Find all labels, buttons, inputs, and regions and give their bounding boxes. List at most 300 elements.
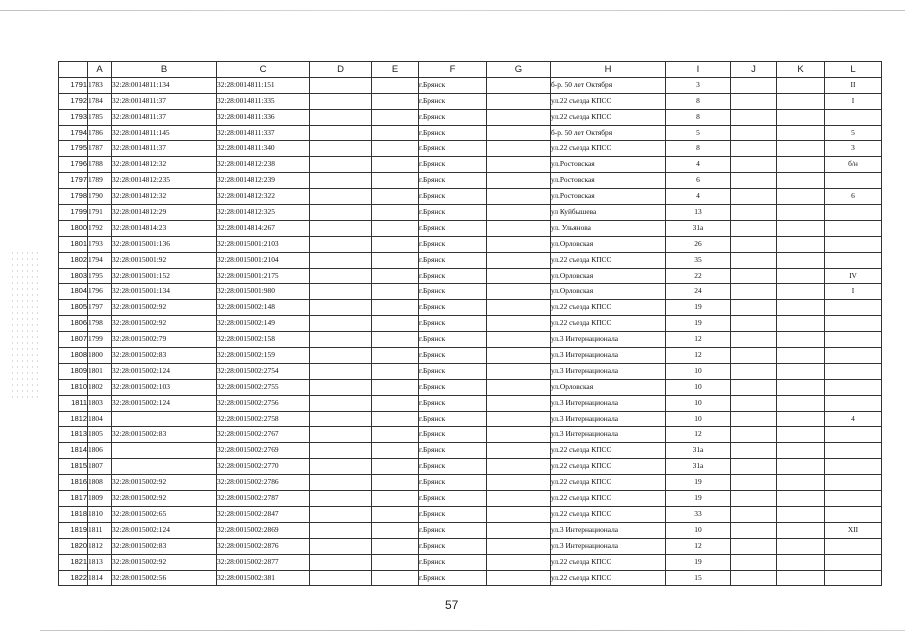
cell-j[interactable] <box>731 475 777 491</box>
row-number[interactable]: 1792 <box>59 93 88 109</box>
cell-b[interactable]: 32:28:0015001:136 <box>112 236 217 252</box>
cell-e[interactable] <box>372 491 419 507</box>
cell-c[interactable]: 32:28:0014811:336 <box>217 109 310 125</box>
cell-g[interactable] <box>487 491 551 507</box>
cell-i[interactable]: 19 <box>666 300 731 316</box>
cell-b[interactable]: 32:28:0014811:145 <box>112 125 217 141</box>
cell-g[interactable] <box>487 93 551 109</box>
cell-d[interactable] <box>310 475 372 491</box>
column-header-e[interactable]: E <box>372 62 419 78</box>
cell-a[interactable]: 1796 <box>88 284 112 300</box>
cell-h[interactable]: ул Куйбышева <box>551 205 666 221</box>
row-number[interactable]: 1816 <box>59 475 88 491</box>
cell-b[interactable]: 32:28:0015002:83 <box>112 427 217 443</box>
cell-g[interactable] <box>487 427 551 443</box>
cell-e[interactable] <box>372 522 419 538</box>
cell-h[interactable]: ул.Ростовская <box>551 173 666 189</box>
cell-a[interactable]: 1807 <box>88 459 112 475</box>
cell-l[interactable] <box>825 475 882 491</box>
cell-g[interactable] <box>487 205 551 221</box>
cell-e[interactable] <box>372 411 419 427</box>
cell-b[interactable]: 32:28:0014811:37 <box>112 93 217 109</box>
cell-b[interactable]: 32:28:0014812:32 <box>112 189 217 205</box>
cell-d[interactable] <box>310 189 372 205</box>
cell-g[interactable] <box>487 284 551 300</box>
cell-h[interactable]: ул.3 Интернационала <box>551 395 666 411</box>
cell-f[interactable]: г.Брянск <box>419 554 487 570</box>
cell-l[interactable] <box>825 363 882 379</box>
cell-i[interactable]: 10 <box>666 379 731 395</box>
cell-f[interactable]: г.Брянск <box>419 77 487 93</box>
cell-j[interactable] <box>731 205 777 221</box>
cell-k[interactable] <box>777 506 825 522</box>
cell-f[interactable]: г.Брянск <box>419 522 487 538</box>
cell-c[interactable]: 32:28:0015002:2755 <box>217 379 310 395</box>
cell-k[interactable] <box>777 141 825 157</box>
cell-e[interactable] <box>372 189 419 205</box>
cell-j[interactable] <box>731 522 777 538</box>
cell-d[interactable] <box>310 284 372 300</box>
cell-e[interactable] <box>372 300 419 316</box>
cell-d[interactable] <box>310 522 372 538</box>
cell-f[interactable]: г.Брянск <box>419 475 487 491</box>
cell-f[interactable]: г.Брянск <box>419 570 487 586</box>
cell-f[interactable]: г.Брянск <box>419 141 487 157</box>
cell-l[interactable]: IV <box>825 268 882 284</box>
cell-f[interactable]: г.Брянск <box>419 189 487 205</box>
cell-j[interactable] <box>731 93 777 109</box>
cell-b[interactable] <box>112 411 217 427</box>
row-number[interactable]: 1814 <box>59 443 88 459</box>
cell-e[interactable] <box>372 538 419 554</box>
cell-f[interactable]: г.Брянск <box>419 506 487 522</box>
cell-c[interactable]: 32:28:0014812:322 <box>217 189 310 205</box>
cell-b[interactable] <box>112 443 217 459</box>
cell-g[interactable] <box>487 268 551 284</box>
cell-a[interactable]: 1791 <box>88 205 112 221</box>
cell-k[interactable] <box>777 332 825 348</box>
cell-i[interactable]: 10 <box>666 395 731 411</box>
cell-e[interactable] <box>372 459 419 475</box>
cell-k[interactable] <box>777 570 825 586</box>
cell-f[interactable]: г.Брянск <box>419 348 487 364</box>
cell-j[interactable] <box>731 252 777 268</box>
cell-d[interactable] <box>310 506 372 522</box>
cell-c[interactable]: 32:28:0015002:2758 <box>217 411 310 427</box>
cell-e[interactable] <box>372 363 419 379</box>
row-number[interactable]: 1793 <box>59 109 88 125</box>
cell-a[interactable]: 1798 <box>88 316 112 332</box>
cell-h[interactable]: ул.3 Интернационала <box>551 348 666 364</box>
column-header-b[interactable]: B <box>112 62 217 78</box>
cell-a[interactable]: 1800 <box>88 348 112 364</box>
cell-k[interactable] <box>777 125 825 141</box>
cell-g[interactable] <box>487 411 551 427</box>
cell-l[interactable] <box>825 459 882 475</box>
cell-e[interactable] <box>372 379 419 395</box>
cell-f[interactable]: г.Брянск <box>419 316 487 332</box>
cell-i[interactable]: 10 <box>666 522 731 538</box>
cell-k[interactable] <box>777 395 825 411</box>
cell-e[interactable] <box>372 554 419 570</box>
cell-k[interactable] <box>777 411 825 427</box>
cell-b[interactable]: 32:28:0015001:152 <box>112 268 217 284</box>
cell-d[interactable] <box>310 427 372 443</box>
cell-c[interactable]: 32:28:0015002:159 <box>217 348 310 364</box>
cell-b[interactable]: 32:28:0015002:92 <box>112 316 217 332</box>
cell-g[interactable] <box>487 506 551 522</box>
cell-b[interactable]: 32:28:0015002:65 <box>112 506 217 522</box>
cell-h[interactable]: ул.22 съезда КПСС <box>551 443 666 459</box>
cell-a[interactable]: 1809 <box>88 491 112 507</box>
cell-d[interactable] <box>310 157 372 173</box>
cell-c[interactable]: 32:28:0015002:2767 <box>217 427 310 443</box>
cell-j[interactable] <box>731 236 777 252</box>
cell-l[interactable] <box>825 300 882 316</box>
cell-l[interactable] <box>825 570 882 586</box>
cell-b[interactable] <box>112 459 217 475</box>
row-number[interactable]: 1808 <box>59 348 88 364</box>
row-number[interactable]: 1794 <box>59 125 88 141</box>
cell-i[interactable]: 12 <box>666 538 731 554</box>
cell-f[interactable]: г.Брянск <box>419 300 487 316</box>
cell-f[interactable]: г.Брянск <box>419 459 487 475</box>
cell-i[interactable]: 10 <box>666 363 731 379</box>
cell-g[interactable] <box>487 77 551 93</box>
cell-c[interactable]: 32:28:0015002:2770 <box>217 459 310 475</box>
cell-c[interactable]: 32:28:0015002:2754 <box>217 363 310 379</box>
cell-l[interactable] <box>825 316 882 332</box>
cell-k[interactable] <box>777 205 825 221</box>
cell-b[interactable]: 32:28:0015002:92 <box>112 554 217 570</box>
row-number[interactable]: 1797 <box>59 173 88 189</box>
cell-l[interactable] <box>825 538 882 554</box>
cell-f[interactable]: г.Брянск <box>419 125 487 141</box>
cell-k[interactable] <box>777 77 825 93</box>
cell-d[interactable] <box>310 570 372 586</box>
cell-c[interactable]: 32:28:0015002:2876 <box>217 538 310 554</box>
column-header-h[interactable]: H <box>551 62 666 78</box>
cell-k[interactable] <box>777 554 825 570</box>
cell-h[interactable]: ул.22 съезда КПСС <box>551 506 666 522</box>
cell-g[interactable] <box>487 332 551 348</box>
cell-e[interactable] <box>372 427 419 443</box>
cell-f[interactable]: г.Брянск <box>419 411 487 427</box>
cell-e[interactable] <box>372 141 419 157</box>
row-number[interactable]: 1801 <box>59 236 88 252</box>
cell-e[interactable] <box>372 284 419 300</box>
cell-j[interactable] <box>731 363 777 379</box>
cell-c[interactable]: 32:28:0015002:2769 <box>217 443 310 459</box>
cell-h[interactable]: ул.3 Интернационала <box>551 363 666 379</box>
cell-i[interactable]: 8 <box>666 109 731 125</box>
cell-e[interactable] <box>372 252 419 268</box>
cell-h[interactable]: ул.22 съезда КПСС <box>551 300 666 316</box>
column-header-k[interactable]: K <box>777 62 825 78</box>
cell-l[interactable] <box>825 220 882 236</box>
cell-g[interactable] <box>487 538 551 554</box>
cell-k[interactable] <box>777 109 825 125</box>
cell-g[interactable] <box>487 252 551 268</box>
column-header-g[interactable]: G <box>487 62 551 78</box>
cell-d[interactable] <box>310 538 372 554</box>
cell-i[interactable]: 35 <box>666 252 731 268</box>
cell-e[interactable] <box>372 173 419 189</box>
cell-f[interactable]: г.Брянск <box>419 538 487 554</box>
cell-b[interactable]: 32:28:0014812:235 <box>112 173 217 189</box>
cell-k[interactable] <box>777 459 825 475</box>
cell-a[interactable]: 1797 <box>88 300 112 316</box>
row-number[interactable]: 1799 <box>59 205 88 221</box>
cell-g[interactable] <box>487 236 551 252</box>
cell-a[interactable]: 1805 <box>88 427 112 443</box>
cell-h[interactable]: ул.22 съезда КПСС <box>551 570 666 586</box>
cell-g[interactable] <box>487 554 551 570</box>
cell-i[interactable]: 13 <box>666 205 731 221</box>
cell-l[interactable] <box>825 109 882 125</box>
cell-j[interactable] <box>731 348 777 364</box>
cell-h[interactable]: ул.22 съезда КПСС <box>551 491 666 507</box>
cell-a[interactable]: 1793 <box>88 236 112 252</box>
cell-c[interactable]: 32:28:0014811:151 <box>217 77 310 93</box>
cell-g[interactable] <box>487 173 551 189</box>
cell-f[interactable]: г.Брянск <box>419 284 487 300</box>
cell-c[interactable]: 32:28:0014812:238 <box>217 157 310 173</box>
cell-j[interactable] <box>731 411 777 427</box>
cell-l[interactable]: I <box>825 93 882 109</box>
cell-k[interactable] <box>777 443 825 459</box>
cell-l[interactable]: I <box>825 284 882 300</box>
cell-a[interactable]: 1784 <box>88 93 112 109</box>
cell-f[interactable]: г.Брянск <box>419 443 487 459</box>
cell-f[interactable]: г.Брянск <box>419 109 487 125</box>
cell-j[interactable] <box>731 125 777 141</box>
cell-j[interactable] <box>731 427 777 443</box>
cell-d[interactable] <box>310 173 372 189</box>
cell-k[interactable] <box>777 522 825 538</box>
cell-c[interactable]: 32:28:0015002:2847 <box>217 506 310 522</box>
cell-h[interactable]: ул.22 съезда КПСС <box>551 316 666 332</box>
cell-d[interactable] <box>310 411 372 427</box>
cell-a[interactable]: 1799 <box>88 332 112 348</box>
cell-b[interactable]: 32:28:0015001:134 <box>112 284 217 300</box>
cell-d[interactable] <box>310 300 372 316</box>
cell-f[interactable]: г.Брянск <box>419 268 487 284</box>
cell-f[interactable]: г.Брянск <box>419 363 487 379</box>
cell-k[interactable] <box>777 236 825 252</box>
row-number[interactable]: 1791 <box>59 77 88 93</box>
cell-i[interactable]: 8 <box>666 141 731 157</box>
cell-g[interactable] <box>487 125 551 141</box>
cell-c[interactable]: 32:28:0015001:2104 <box>217 252 310 268</box>
cell-a[interactable]: 1811 <box>88 522 112 538</box>
cell-e[interactable] <box>372 109 419 125</box>
cell-a[interactable]: 1787 <box>88 141 112 157</box>
cell-b[interactable]: 32:28:0015001:92 <box>112 252 217 268</box>
cell-g[interactable] <box>487 363 551 379</box>
cell-j[interactable] <box>731 506 777 522</box>
column-header-f[interactable]: F <box>419 62 487 78</box>
cell-a[interactable]: 1788 <box>88 157 112 173</box>
cell-i[interactable]: 31а <box>666 220 731 236</box>
cell-l[interactable] <box>825 252 882 268</box>
cell-i[interactable]: 24 <box>666 284 731 300</box>
column-header-c[interactable]: C <box>217 62 310 78</box>
cell-b[interactable]: 32:28:0014812:29 <box>112 205 217 221</box>
cell-e[interactable] <box>372 332 419 348</box>
cell-l[interactable] <box>825 379 882 395</box>
cell-e[interactable] <box>372 506 419 522</box>
cell-j[interactable] <box>731 538 777 554</box>
cell-d[interactable] <box>310 141 372 157</box>
cell-k[interactable] <box>777 300 825 316</box>
cell-a[interactable]: 1790 <box>88 189 112 205</box>
cell-i[interactable]: 19 <box>666 316 731 332</box>
cell-j[interactable] <box>731 268 777 284</box>
row-number[interactable]: 1822 <box>59 570 88 586</box>
cell-i[interactable]: 12 <box>666 427 731 443</box>
cell-c[interactable]: 32:28:0015001:2175 <box>217 268 310 284</box>
cell-a[interactable]: 1786 <box>88 125 112 141</box>
row-number[interactable]: 1803 <box>59 268 88 284</box>
cell-h[interactable]: ул.22 съезда КПСС <box>551 475 666 491</box>
cell-d[interactable] <box>310 395 372 411</box>
cell-e[interactable] <box>372 157 419 173</box>
row-number[interactable]: 1802 <box>59 252 88 268</box>
column-header-a[interactable]: A <box>88 62 112 78</box>
cell-h[interactable]: ул.3 Интернационала <box>551 411 666 427</box>
cell-k[interactable] <box>777 93 825 109</box>
cell-b[interactable]: 32:28:0014811:37 <box>112 141 217 157</box>
cell-e[interactable] <box>372 125 419 141</box>
cell-i[interactable]: 19 <box>666 491 731 507</box>
cell-a[interactable]: 1794 <box>88 252 112 268</box>
row-number[interactable]: 1820 <box>59 538 88 554</box>
cell-f[interactable]: г.Брянск <box>419 427 487 443</box>
cell-c[interactable]: 32:28:0015001:2103 <box>217 236 310 252</box>
cell-i[interactable]: 6 <box>666 173 731 189</box>
cell-h[interactable]: ул.Орловская <box>551 284 666 300</box>
cell-e[interactable] <box>372 205 419 221</box>
cell-c[interactable]: 32:28:0014811:335 <box>217 93 310 109</box>
cell-c[interactable]: 32:28:0014811:337 <box>217 125 310 141</box>
cell-l[interactable] <box>825 395 882 411</box>
cell-b[interactable]: 32:28:0015002:92 <box>112 475 217 491</box>
cell-j[interactable] <box>731 443 777 459</box>
cell-a[interactable]: 1812 <box>88 538 112 554</box>
cell-e[interactable] <box>372 570 419 586</box>
cell-c[interactable]: 32:28:0015001:980 <box>217 284 310 300</box>
cell-i[interactable]: 26 <box>666 236 731 252</box>
cell-b[interactable]: 32:28:0015002:124 <box>112 363 217 379</box>
cell-j[interactable] <box>731 554 777 570</box>
cell-g[interactable] <box>487 475 551 491</box>
cell-j[interactable] <box>731 395 777 411</box>
column-header-d[interactable]: D <box>310 62 372 78</box>
cell-l[interactable] <box>825 348 882 364</box>
cell-b[interactable]: 32:28:0014811:37 <box>112 109 217 125</box>
cell-f[interactable]: г.Брянск <box>419 491 487 507</box>
cell-h[interactable]: ул.3 Интернационала <box>551 427 666 443</box>
cell-c[interactable]: 32:28:0015002:149 <box>217 316 310 332</box>
cell-b[interactable]: 32:28:0014814:23 <box>112 220 217 236</box>
row-number[interactable]: 1805 <box>59 300 88 316</box>
cell-f[interactable]: г.Брянск <box>419 205 487 221</box>
column-header-i[interactable]: I <box>666 62 731 78</box>
cell-g[interactable] <box>487 443 551 459</box>
row-number[interactable]: 1800 <box>59 220 88 236</box>
cell-b[interactable]: 32:28:0015002:79 <box>112 332 217 348</box>
row-number[interactable]: 1821 <box>59 554 88 570</box>
cell-c[interactable]: 32:28:0014814:267 <box>217 220 310 236</box>
cell-i[interactable]: 33 <box>666 506 731 522</box>
cell-l[interactable]: 3 <box>825 141 882 157</box>
cell-d[interactable] <box>310 125 372 141</box>
row-number[interactable]: 1806 <box>59 316 88 332</box>
row-number[interactable]: 1813 <box>59 427 88 443</box>
cell-a[interactable]: 1806 <box>88 443 112 459</box>
cell-i[interactable]: 3 <box>666 77 731 93</box>
cell-g[interactable] <box>487 570 551 586</box>
row-number[interactable]: 1796 <box>59 157 88 173</box>
cell-i[interactable]: 12 <box>666 332 731 348</box>
cell-f[interactable]: г.Брянск <box>419 332 487 348</box>
cell-g[interactable] <box>487 300 551 316</box>
cell-b[interactable]: 32:28:0015002:83 <box>112 348 217 364</box>
cell-g[interactable] <box>487 459 551 475</box>
cell-c[interactable]: 32:28:0015002:2756 <box>217 395 310 411</box>
cell-k[interactable] <box>777 491 825 507</box>
column-header-j[interactable]: J <box>731 62 777 78</box>
cell-i[interactable]: 5 <box>666 125 731 141</box>
cell-e[interactable] <box>372 475 419 491</box>
cell-l[interactable] <box>825 332 882 348</box>
cell-l[interactable]: б/н <box>825 157 882 173</box>
cell-d[interactable] <box>310 93 372 109</box>
cell-c[interactable]: 32:28:0015002:158 <box>217 332 310 348</box>
cell-d[interactable] <box>310 109 372 125</box>
cell-e[interactable] <box>372 220 419 236</box>
cell-i[interactable]: 19 <box>666 554 731 570</box>
cell-d[interactable] <box>310 379 372 395</box>
cell-d[interactable] <box>310 205 372 221</box>
row-number[interactable]: 1804 <box>59 284 88 300</box>
cell-c[interactable]: 32:28:0015002:148 <box>217 300 310 316</box>
cell-j[interactable] <box>731 109 777 125</box>
cell-c[interactable]: 32:28:0015002:2869 <box>217 522 310 538</box>
cell-l[interactable]: XII <box>825 522 882 538</box>
cell-h[interactable]: ул.22 съезда КПСС <box>551 554 666 570</box>
cell-j[interactable] <box>731 332 777 348</box>
cell-f[interactable]: г.Брянск <box>419 220 487 236</box>
cell-d[interactable] <box>310 236 372 252</box>
cell-b[interactable]: 32:28:0015002:83 <box>112 538 217 554</box>
cell-e[interactable] <box>372 236 419 252</box>
cell-i[interactable]: 10 <box>666 411 731 427</box>
row-number[interactable]: 1819 <box>59 522 88 538</box>
cell-i[interactable]: 15 <box>666 570 731 586</box>
cell-a[interactable]: 1795 <box>88 268 112 284</box>
cell-h[interactable]: ул.Орловская <box>551 268 666 284</box>
cell-g[interactable] <box>487 141 551 157</box>
cell-i[interactable]: 22 <box>666 268 731 284</box>
cell-g[interactable] <box>487 522 551 538</box>
cell-h[interactable]: ул.22 съезда КПСС <box>551 109 666 125</box>
cell-i[interactable]: 4 <box>666 189 731 205</box>
cell-l[interactable] <box>825 173 882 189</box>
cell-b[interactable]: 32:28:0014811:134 <box>112 77 217 93</box>
row-number[interactable]: 1809 <box>59 363 88 379</box>
